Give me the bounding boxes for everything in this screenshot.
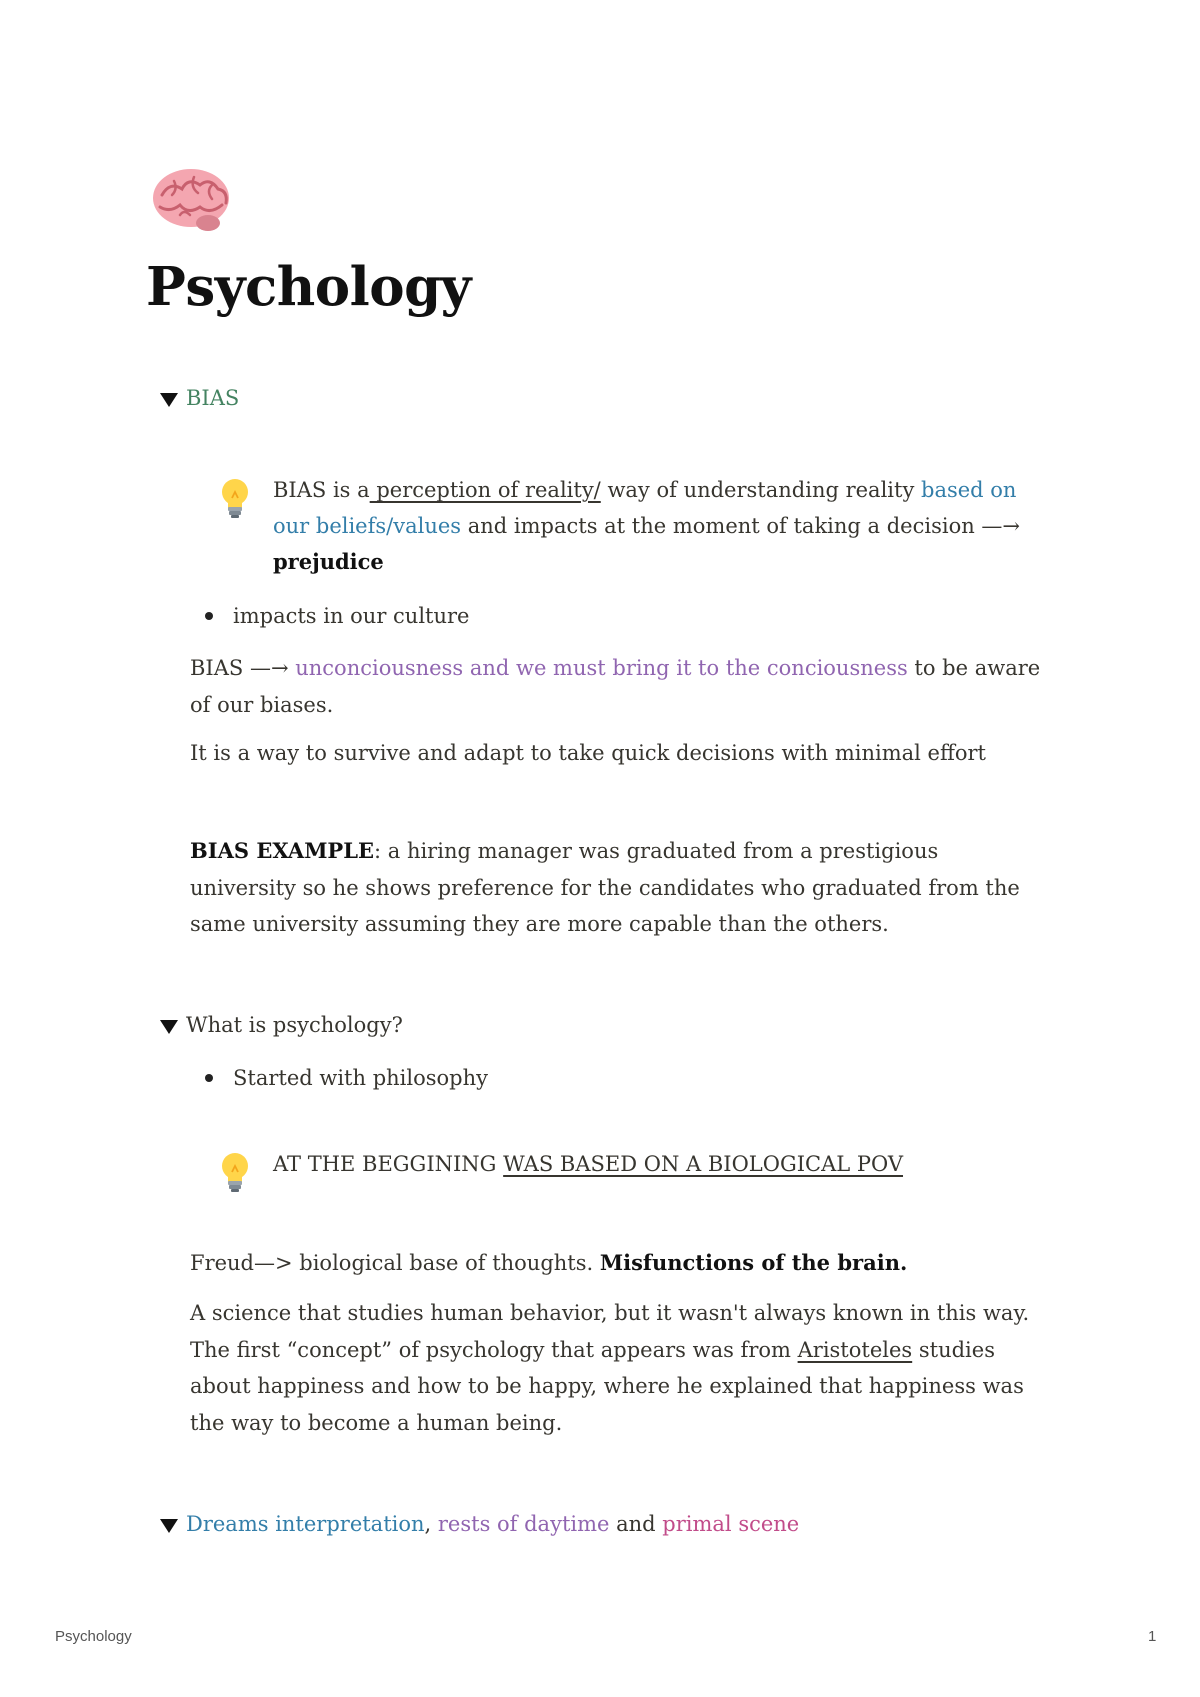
science-paragraph bbox=[190, 1295, 1050, 1441]
toggle-triangle-icon[interactable] bbox=[160, 1020, 178, 1034]
text-run: studies about happiness and how to be happy, where he explained that happiness was the way to become a human being. bbox=[190, 1337, 1024, 1435]
bold-text: BIAS EXAMPLE bbox=[190, 838, 374, 863]
bullet-text: impacts in our culture bbox=[233, 604, 470, 628]
underlined-text: WAS BASED ON A BIOLOGICAL POV bbox=[503, 1152, 904, 1176]
bullet-dot-icon bbox=[205, 1074, 213, 1082]
callout-text: way of understanding reality bbox=[600, 478, 921, 502]
toggle-psych-label: What is psychology? bbox=[186, 1013, 403, 1037]
toggle-bias[interactable] bbox=[160, 385, 239, 412]
bias-callout-text bbox=[273, 472, 1048, 580]
lightbulb-icon bbox=[215, 476, 255, 520]
bullet-dot-icon bbox=[205, 612, 213, 620]
toggle-bias-label: BIAS bbox=[186, 386, 240, 410]
highlight-text: primal scene bbox=[662, 1512, 800, 1536]
bold-text: prejudice bbox=[273, 549, 384, 574]
toggle-what-is-psychology[interactable] bbox=[160, 1012, 403, 1039]
text-run: : a hiring manager was graduated from a prestigious university so he shows preference for the candidates who graduated from the same university assuming they are more capable than the others. bbox=[190, 839, 1020, 936]
freud-paragraph bbox=[190, 1245, 1050, 1282]
brain-icon bbox=[150, 165, 232, 235]
highlight-text: rests of daytime bbox=[437, 1512, 610, 1536]
footer-title: Psychology bbox=[55, 1628, 132, 1645]
underlined-text: Aristoteles bbox=[797, 1337, 913, 1362]
pov-callout bbox=[215, 1146, 1048, 1194]
toggle-dreams-label bbox=[186, 1511, 799, 1538]
page-title: Psychology bbox=[146, 256, 471, 318]
highlight-text: unconciousness and we must bring it to the conciousness bbox=[295, 656, 908, 680]
toggle-triangle-icon[interactable] bbox=[160, 393, 178, 407]
underlined-text: perception of reality/ bbox=[369, 478, 601, 502]
bias-paragraph bbox=[190, 650, 1050, 723]
bullet-text: Started with philosophy bbox=[233, 1066, 488, 1090]
bullet-item bbox=[205, 598, 469, 634]
highlight-text: based on our beliefs/values bbox=[273, 478, 1017, 538]
text-run: Freud—> biological base of thoughts. bbox=[190, 1251, 600, 1275]
callout-text: and impacts at the moment of taking a decision —→ bbox=[461, 514, 1021, 538]
text-run: A science that studies human behavior, but it wasn't always known in this way. The first “concept” of psychology that appears was from bbox=[190, 1301, 1030, 1362]
bias-example bbox=[190, 833, 1050, 943]
toggle-triangle-icon[interactable] bbox=[160, 1519, 178, 1533]
text-run: to be aware of our biases. bbox=[190, 656, 1041, 717]
callout-text: AT THE BEGGINING bbox=[273, 1152, 504, 1176]
highlight-text: Dreams interpretation bbox=[186, 1512, 425, 1536]
lightbulb-icon bbox=[215, 1150, 255, 1194]
text-run: and bbox=[609, 1512, 663, 1536]
text-run: , bbox=[424, 1512, 438, 1536]
page-number: 1 bbox=[1148, 1628, 1157, 1645]
bullet-item bbox=[205, 1060, 488, 1096]
bold-text: Misfunctions of the brain. bbox=[599, 1250, 908, 1275]
pov-callout-text bbox=[273, 1146, 1048, 1194]
text-run: BIAS —→ bbox=[190, 656, 296, 680]
toggle-dreams[interactable] bbox=[160, 1511, 799, 1538]
bias-paragraph-2: It is a way to survive and adapt to take quick decisions with minimal effort bbox=[190, 741, 987, 765]
bias-callout bbox=[215, 472, 1048, 580]
callout-text: BIAS is a bbox=[273, 478, 370, 502]
